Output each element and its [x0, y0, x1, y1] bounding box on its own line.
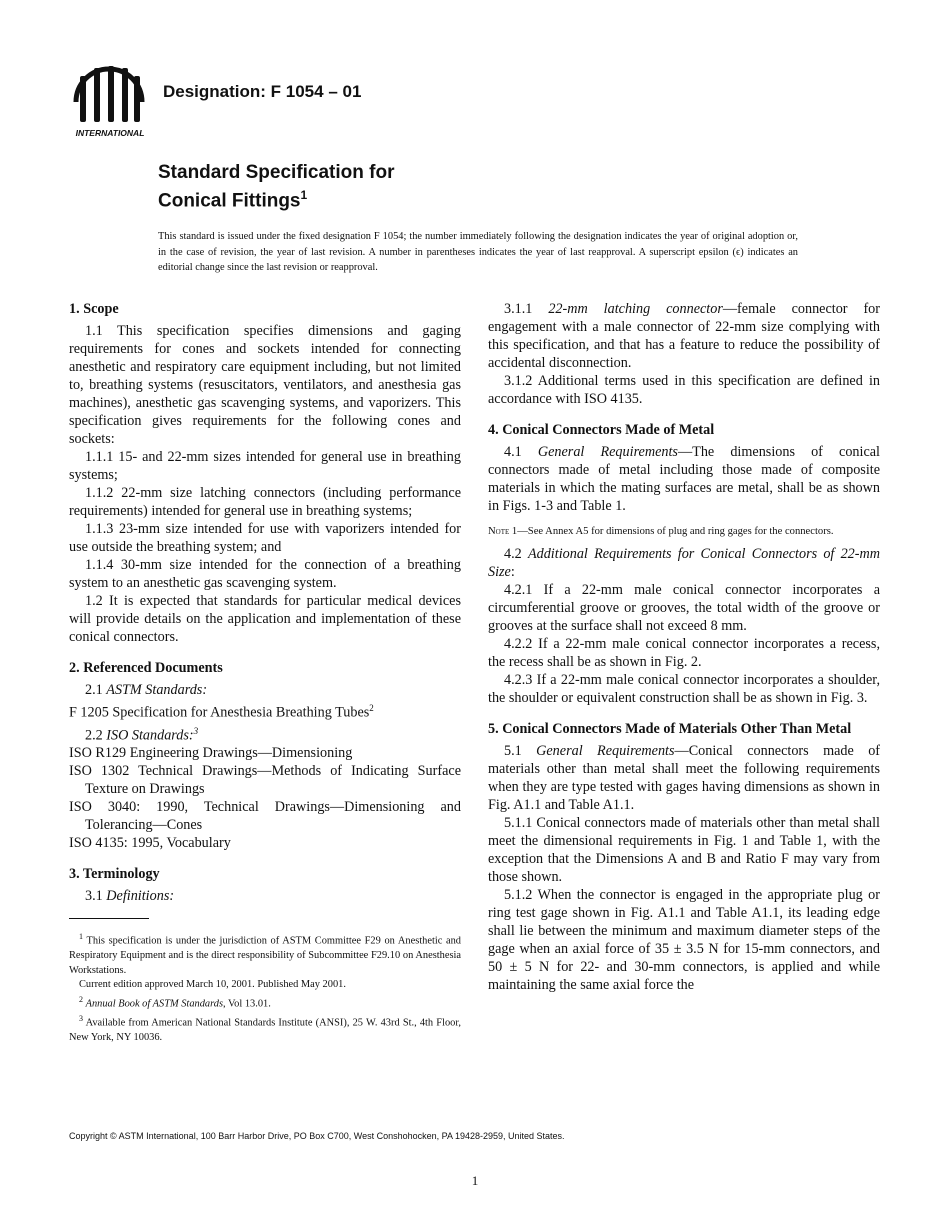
note-1: Note 1—See Annex A5 for dimensions of plug and ring gages for the connectors.: [488, 526, 834, 537]
para-1-1-3: 1.1.3 23-mm size intended for use with vaporizers intended for use outside the breathing system; and: [69, 521, 461, 555]
ref-f1205: F 1205 Specification for Anesthesia Breathing Tubes$^2$: [69, 703, 374, 721]
title-line-1: Standard Specification for: [158, 162, 395, 183]
footnote-1: $^1$ This specification is under the jurisdiction of ASTM Committee F29 on Anesthetic and Respiratory Equipment and is the direct responsibility of Subcommittee F29.10 on Anesthesia Workstations.: [69, 932, 461, 976]
para-1-1: 1.1 This specification specifies dimensions and gaging requirements for cones and sockets intended for connecting anesthetic and respiratory care equipment including, but not limited to, breathing systems (resuscitators, ventilators, and anesthesia gas machines), anesthetic gas scavenging systems, and vaporizers. This specification gives requirements for the following cones and sockets:: [69, 323, 461, 447]
para-1-1-2: 1.1.2 22-mm size latching connectors (including performance requirements) intended for general use in breathing systems;: [69, 485, 461, 519]
title-line-2: Conical Fittings$^1$: [158, 188, 308, 212]
term-3-1-1: 3.1.1 22-mm latching connector—female connector for engagement with a male connector of 22-mm size complying with this specification, and that has a feature to reduce the possibility of accidental disconnection.: [488, 301, 881, 371]
term-3-1-2: 3.1.2 Additional terms used in this specification are defined in accordance with ISO 4135.: [488, 373, 880, 407]
para-1-1-1: 1.1.1 15- and 22-mm sizes intended for general use in breathing systems;: [69, 449, 461, 483]
section-1-heading: 1. Scope: [69, 301, 119, 317]
ref-iso-1302: ISO 1302 Technical Drawings—Methods of Indicating Surface Texture on Drawings: [69, 763, 461, 798]
footnote-rule: [69, 918, 149, 919]
ref-2-1: 2.1 ASTM Standards:: [85, 682, 208, 698]
footnote-3: $^3$ Available from American National Standards Institute (ANSI), 25 W. 43rd St., 4th Floor, New York, NY 10036.: [69, 1013, 461, 1043]
section-4-heading: 4. Conical Connectors Made of Metal: [488, 422, 715, 438]
para-4-2: 4.2 Additional Requirements for Conical Connectors of 22-mm Size:: [488, 546, 880, 580]
astm-logo: [70, 62, 150, 140]
copyright-notice: Copyright © ASTM International, 100 Barr Harbor Drive, PO Box C700, West Conshohocken, PA 19428-2959, United States.: [69, 1131, 565, 1141]
issuance-notice: This standard is issued under the fixed designation F 1054; the number immediately following the designation indicates the year of original adoption or, in the case of revision, the year of last revision. A number in parentheses indicates the year of last reapproval. A superscript epsilon (ϵ) indicates an editorial change since the last revision or reapproval.: [158, 231, 798, 273]
section-2-heading: 2. Referenced Documents: [69, 660, 223, 676]
footnote-1-edition: Current edition approved March 10, 2001. Published May 2001.: [79, 979, 346, 991]
svg-text:INTERNATIONAL: INTERNATIONAL: [75, 128, 145, 138]
para-5-1-1: 5.1.1 Conical connectors made of materials other than metal shall meet the dimensional requirements in Fig. 1 and Table 1, with the exception that the Dimensions A and B and Ratio F may vary from those shown.: [488, 815, 880, 885]
ref-iso-3040: ISO 3040: 1990, Technical Drawings—Dimensioning and Tolerancing—Cones: [69, 799, 461, 834]
title-footnote-mark: 1: [300, 188, 308, 202]
para-5-1-2: 5.1.2 When the connector is engaged in the appropriate plug or ring test gage shown in Fig. A1.1 and Table A1.1, its leading edge shall lie between the minimum and maximum diameter steps of the gage when an axial force of 35 ± 3.5 N for 15-mm connectors, and 50 ± 5 N for 22- and 30-mm connectors, is applied and while maintaining the same axial force the: [488, 887, 880, 993]
term-3-1: 3.1 Definitions:: [85, 888, 175, 905]
ref-iso-r129: ISO R129 Engineering Drawings—Dimensioning: [69, 745, 353, 762]
ref-iso-4135: ISO 4135: 1995, Vocabulary: [69, 835, 231, 852]
para-4-2-2: 4.2.2 If a 22-mm male conical connector incorporates a recess, the recess shall be as shown in Fig. 2.: [488, 636, 880, 670]
designation: Designation: F 1054 – 01: [163, 82, 362, 101]
ref-2-2: 2.2 ISO Standards:$^3$: [85, 725, 199, 744]
para-4-1: 4.1 General Requirements—The dimensions of conical connectors made of metal including those made of composite materials in which the mating surfaces are metal, shall be as shown in Figs. 1-3 and Table 1.: [488, 444, 880, 514]
para-5-1: 5.1 General Requirements—Conical connectors made of materials other than metal shall meet the following requirements when they are type tested with gages having dimensions as shown in Fig. A1.1 and Table A1.1.: [488, 743, 881, 813]
para-4-2-1: 4.2.1 If a 22-mm male conical connector incorporates a circumferential groove or grooves, the total width of the groove or grooves at the surface shall not exceed 8 mm.: [488, 582, 880, 634]
right-column: [488, 300, 880, 994]
para-4-2-3: 4.2.3 If a 22-mm male conical connector incorporates a shoulder, the shoulder or equivalent construction shall be as shown in Fig. 3.: [488, 672, 880, 706]
document-title: [158, 162, 394, 212]
para-1-1-4: 1.1.4 30-mm size intended for the connection of a breathing system to an anesthetic gas scavenging system.: [69, 557, 461, 591]
section-3-heading: 3. Terminology: [69, 866, 160, 883]
left-column: [69, 300, 461, 1045]
page-number: 1: [471, 1173, 479, 1188]
footnote-2: $^2$ Annual Book of ASTM Standards, Vol 13.01.: [79, 994, 271, 1010]
para-1-2: 1.2 It is expected that standards for particular medical devices will provide details on the application and implementation of these conical connectors.: [69, 593, 461, 645]
section-5-heading: 5. Conical Connectors Made of Materials Other Than Metal: [488, 721, 852, 737]
